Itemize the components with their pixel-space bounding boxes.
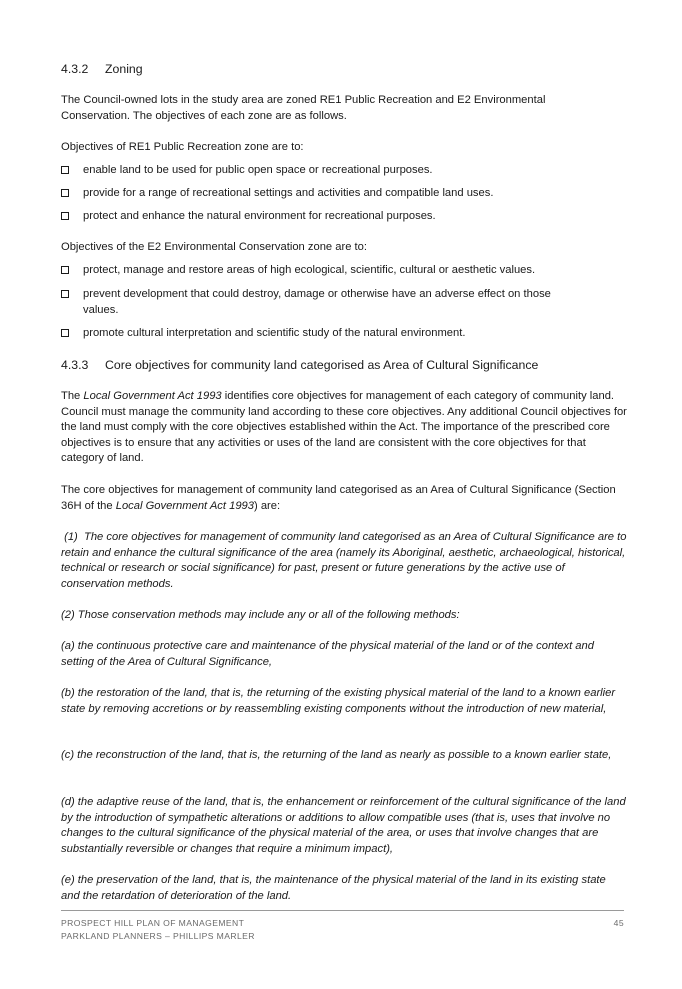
re1-objective-item: enable land to be used for public open space or recreational purposes.: [61, 163, 627, 179]
act-title: Local Government Act 1993: [83, 390, 222, 402]
e2-objective-item: prevent development that could destroy, damage or otherwise have an adverse effect on those values.: [61, 287, 581, 318]
e2-objective-item: promote cultural interpretation and scientific study of the natural environment.: [61, 326, 627, 342]
core-objectives-paragraph: The Local Government Act 1993 identifies core objectives for management of each category of community land. Council must manage the community land according to these core objectives. Any additional Council objectives for the land must comply with the core objectives established within the Act. The importance of the prescribed core objectives is to ensure that any activities or uses of the land are consistent with the core objectives for that category of land.: [61, 390, 627, 465]
re1-objectives-lead: Objectives of RE1 Public Recreation zone are to:: [61, 141, 304, 153]
e2-objectives-lead: Objectives of the E2 Environmental Conservation zone are to:: [61, 241, 367, 253]
quoted-method: (b) the restoration of the land, that is, the returning of the existing physical material of the land to a known earlier state by removing accretions or by reassembling existing components without the introduction of new material,: [61, 687, 616, 715]
checkbox-bullet-icon: [61, 189, 69, 197]
re1-objective-item: protect and enhance the natural environment for recreational purposes.: [61, 209, 627, 225]
footer-authors: PARKLAND PLANNERS – PHILLIPS MARLER: [61, 931, 255, 941]
zoning-intro-paragraph: The Council-owned lots in the study area are zoned RE1 Public Recreation and E2 Environmental Conservation. The objectives of each zone are as follows.: [61, 94, 546, 122]
section-title: Core objectives for community land categorised as Area of Cultural Significance: [105, 358, 539, 372]
section-number: 4.3.2: [61, 62, 89, 76]
section-title: Zoning: [105, 62, 143, 76]
footer-divider: [61, 910, 624, 911]
act-title: Local Government Act 1993: [115, 499, 254, 512]
quoted-objective: (2) Those conservation methods may include any or all of the following methods:: [61, 609, 460, 621]
checkbox-bullet-icon: [61, 290, 69, 298]
page-number: 45: [613, 918, 624, 928]
quoted-method: (c) the reconstruction of the land, that is, the returning of the land as nearly as possible to a known earlier state,: [61, 749, 612, 761]
checkbox-bullet-icon: [61, 329, 69, 337]
checkbox-bullet-icon: [61, 266, 69, 274]
quoted-method: (e) the preservation of the land, that is, the maintenance of the physical material of the land in its existing state and the retardation of deterioration of the land.: [61, 874, 606, 902]
checkbox-bullet-icon: [61, 212, 69, 220]
section-number: 4.3.3: [61, 358, 89, 372]
quoted-objective: (1) The core objectives for management of community land categorised as an Area of Cultural Significance are to retain and enhance the cultural significance of the area (namely its Aboriginal, aesthetic, archaeological, historical, technical or research or social significance) for past, present or future generations by the active use of conservation methods.: [61, 531, 630, 590]
section-heading-4-3-2: [61, 61, 627, 77]
section-heading-4-3-3: [61, 357, 627, 373]
quoted-method: (d) the adaptive reuse of the land, that is, the enhancement or reinforcement of the cultural significance of the land by the introduction of sympathetic alterations or additions to allow compatible uses (that is, uses that involve no changes to the cultural significance of the physical material of the area, or uses that involve changes that are substantially reversible or changes that require a minimum impact),: [61, 796, 626, 855]
footer-document-title: PROSPECT HILL PLAN OF MANAGEMENT: [61, 918, 245, 928]
checkbox-bullet-icon: [61, 166, 69, 174]
area-cultural-significance-paragraph: The core objectives for management of community land categorised as an Area of Cultural Significance (Section 36H of the Local Government Act 1993) are:: [61, 484, 616, 512]
quoted-method: (a) the continuous protective care and maintenance of the physical material of the land or of the context and setting of the Area of Cultural Significance,: [61, 640, 594, 668]
e2-objective-item: protect, manage and restore areas of high ecological, scientific, cultural or aesthetic values.: [61, 263, 627, 279]
re1-objective-item: provide for a range of recreational settings and activities and compatible land uses.: [61, 186, 627, 202]
